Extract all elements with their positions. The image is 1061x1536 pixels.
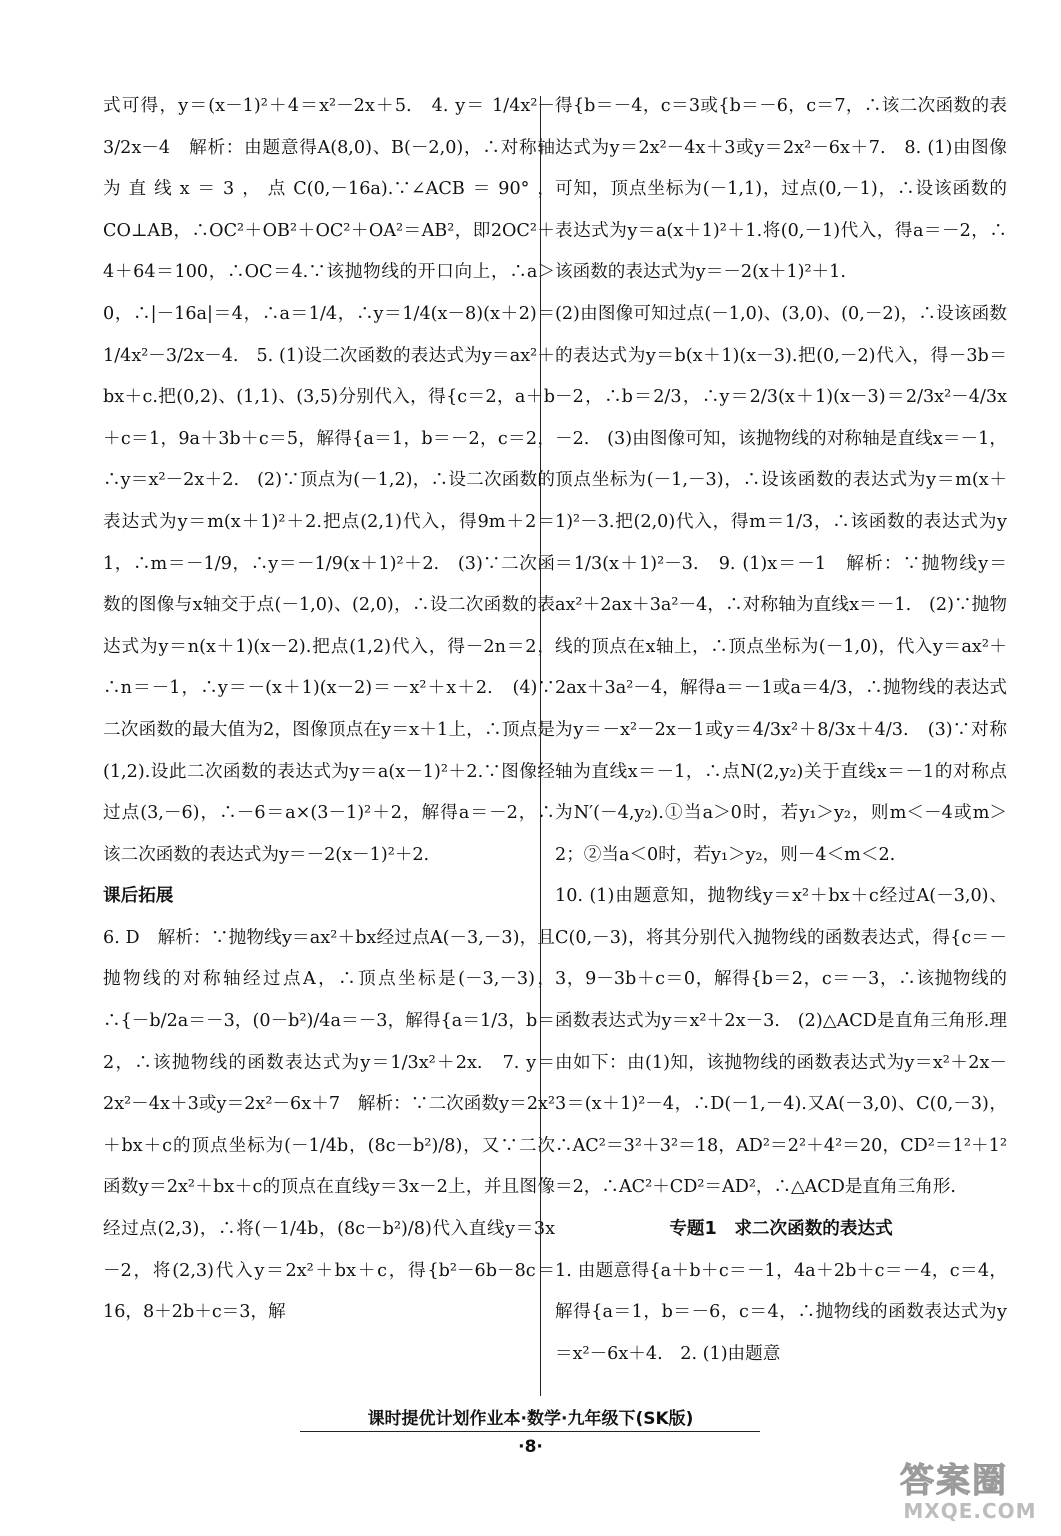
- footer-rule: [300, 1431, 760, 1432]
- page-number: ·8·: [518, 1437, 543, 1457]
- watermark-domain: MXQE.COM: [903, 1499, 1037, 1523]
- answer-text-block: 1. 由题意得{a＋b＋c＝－1，4a＋2b＋c＝－4，c＝4，解得{a＝1，b＝－6，c＝4，∴抛物线的函数表达式为y＝x²－6x＋4. 2. (1)由题意: [555, 1260, 1007, 1364]
- column-divider: [540, 96, 541, 1396]
- topic-heading: 专题1 求二次函数的表达式: [669, 1219, 893, 1240]
- answer-text-block: 6. D 解析：∵抛物线y＝ax²＋bx经过点A(－3,－3)，且抛物线的对称轴经过点A，∴顶点坐标是(－3,－3)，∴{－b/2a＝－3，(0－b²)/4a＝－3，解得{a＝1/3，b＝2，∴该抛物线的函数表达式为y＝1/3x²＋2x. 7. y＝2x²－4x＋3或y＝2x²－6x＋7 解析：∵二次函数y＝2x²＋bx＋c的顶点坐标为(－1/4b，(8c－b²)/8)，又∵二次函数y＝2x²＋bx＋c的顶点在直线y＝3x－2上，并且图像经过点(2,3)，∴将(－1/4b，(8c－b²)/8)代入直线y＝3x－2，将(2,3)代入y＝2x²＋bx＋c，得{b²－6b－8c＝16，8＋2b＋c＝3，解: [103, 927, 555, 1323]
- watermark-logo: [900, 1462, 1050, 1528]
- answer-text-block: 10. (1)由题意知，抛物线y＝x²＋bx＋c经过A(－3,0)、C(0,－3)，将其分别代入抛物线的函数表达式，得{c＝－3，9－3b＋c＝0，解得{b＝2，c＝－3，∴该抛物线的函数表达式为y＝x²＋2x－3. (2)△ACD是直角三角形.理由如下：由(1)知，该抛物线的函数表达式为y＝x²＋2x－3＝(x＋1)²－4，∴D(－1,－4).又A(－3,0)、C(0,－3)，∴AC²＝3²＋3²＝18，AD²＝2²＋4²＝20，CD²＝1²＋1²＝2，∴AC²＋CD²＝AD²，∴△ACD是直角三角形.: [555, 886, 1007, 1198]
- right-column: [555, 86, 1007, 1375]
- left-column: [103, 86, 555, 1334]
- answer-text-block: 得{b＝－4，c＝3或{b＝－6，c＝7，∴该二次函数的表达式为y＝2x²－4x＋3或y＝2x²－6x＋7. 8. (1)由图像可知，顶点坐标为(－1,1)，过点(0,－1)，∴设该函数的表达式为y＝a(x＋1)²＋1.将(0,－1)代入，得a＝－2，∴该函数的表达式为y＝－2(x＋1)²＋1.: [555, 96, 1007, 283]
- watermark-logo-text: 答案圈: [900, 1461, 1008, 1501]
- answer-text-block: (2)由图像可知过点(－1,0)、(3,0)、(0,－2)，∴设该函数的表达式为y＝b(x＋1)(x－3).把(0,－2)代入，得－3b＝－2，∴b＝2/3，∴y＝2/3(x＋1)(x－3)＝2/3x²－4/3x－2. (3)由图像可知，该抛物线的对称轴是直线x＝－1，顶点坐标为(－1,－3)，∴设该函数的表达式为y＝m(x＋1)²－3.把(2,0)代入，得m＝1/3，∴该函数的表达式为y＝1/3(x＋1)²－3. 9. (1)x＝－1 解析：∵抛物线y＝ax²＋2ax＋3a²－4，∴对称轴为直线x＝－1. (2)∵抛物线的顶点在x轴上，∴顶点坐标为(－1,0)，代入y＝ax²＋2ax＋3a²－4，解得a＝－1或a＝4/3，∴抛物线的表达式为y＝－x²－2x－1或y＝4/3x²＋8/3x＋4/3. (3)∵对称轴为直线x＝－1，∴点N(2,y₂)关于直线x＝－1的对称点为N′(－4,y₂).①当a＞0时，若y₁＞y₂，则m＜－4或m＞2；②当a＜0时，若y₁＞y₂，则－4＜m＜2.: [555, 303, 1007, 865]
- section-heading: 课后拓展: [103, 886, 174, 907]
- answer-text-block: 式可得，y＝(x－1)²＋4＝x²－2x＋5. 4. y＝ 1/4x²－3/2x－4 解析：由题意得A(8,0)、B(－2,0)，∴对称轴为直线x＝3，点C(0,－16a).∵∠ACB＝90°，CO⊥AB，∴OC²＋OB²＋OC²＋OA²＝AB²，即2OC²＋4＋64＝100，∴OC＝4.∵该抛物线的开口向上，∴a＞0，∴|－16a|＝4，∴a＝1/4，∴y＝1/4(x－8)(x＋2)＝1/4x²－3/2x－4. 5. (1)设二次函数的表达式为y＝ax²＋bx＋c.把(0,2)、(1,1)、(3,5)分别代入，得{c＝2，a＋b＋c＝1，9a＋3b＋c＝5，解得{a＝1，b＝－2，c＝2，∴y＝x²－2x＋2. (2)∵顶点为(－1,2)，∴设二次函数的表达式为y＝m(x＋1)²＋2.把点(2,1)代入，得9m＋2＝1，∴m＝－1/9，∴y＝－1/9(x＋1)²＋2. (3)∵二次函数的图像与x轴交于点(－1,0)、(2,0)，∴设二次函数的表达式为y＝n(x＋1)(x－2).把点(1,2)代入，得－2n＝2，∴n＝－1，∴y＝－(x＋1)(x－2)＝－x²＋x＋2. (4)∵二次函数的最大值为2，图像顶点在y＝x＋1上，∴顶点是(1,2).设此二次函数的表达式为y＝a(x－1)²＋2.∵图像经过点(3,－6)，∴－6＝a×(3－1)²＋2，解得a＝－2，∴该二次函数的表达式为y＝－2(x－1)²＋2.: [103, 96, 555, 865]
- footer-book-title: 课时提优计划作业本·数学·九年级下(SK版): [367, 1409, 694, 1429]
